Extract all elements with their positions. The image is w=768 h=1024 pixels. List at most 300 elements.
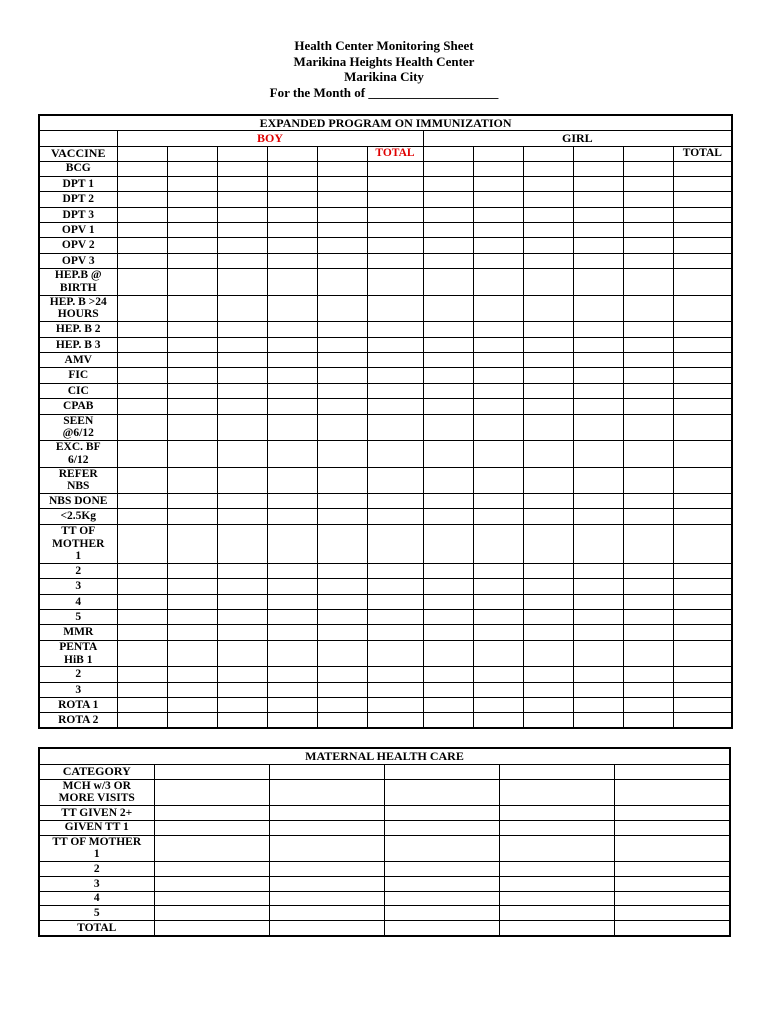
boy-cell[interactable] <box>317 295 367 322</box>
boy-cell[interactable] <box>317 494 367 509</box>
boy-cell[interactable] <box>267 223 317 238</box>
mhc-cell[interactable] <box>614 764 730 779</box>
girl-cell[interactable] <box>523 322 573 337</box>
girl-cell[interactable] <box>423 337 473 352</box>
boy-cell[interactable] <box>317 579 367 594</box>
girl-cell[interactable] <box>473 176 523 191</box>
mhc-cell[interactable] <box>499 862 614 877</box>
boy-cell[interactable] <box>167 269 217 296</box>
girl-cell[interactable] <box>423 610 473 625</box>
boy-cell[interactable] <box>117 441 167 468</box>
boy-cell[interactable] <box>317 383 367 398</box>
girl-cell[interactable] <box>623 682 673 697</box>
boy-total-cell[interactable] <box>367 207 423 222</box>
boy-cell[interactable] <box>317 610 367 625</box>
girl-total-cell[interactable] <box>673 494 732 509</box>
girl-cell[interactable] <box>473 698 523 713</box>
boy-total-cell[interactable] <box>367 494 423 509</box>
girl-cell[interactable] <box>423 368 473 383</box>
boy-cell[interactable] <box>117 146 167 161</box>
boy-cell[interactable] <box>317 563 367 578</box>
boy-total-cell[interactable] <box>367 509 423 524</box>
girl-cell[interactable] <box>523 524 573 563</box>
girl-cell[interactable] <box>423 467 473 494</box>
boy-cell[interactable] <box>117 682 167 697</box>
boy-cell[interactable] <box>167 353 217 368</box>
boy-total-cell[interactable] <box>367 269 423 296</box>
mhc-cell[interactable] <box>499 835 614 862</box>
girl-cell[interactable] <box>473 682 523 697</box>
boy-cell[interactable] <box>217 322 267 337</box>
boy-cell[interactable] <box>317 146 367 161</box>
girl-cell[interactable] <box>423 640 473 667</box>
boy-cell[interactable] <box>217 207 267 222</box>
boy-total-cell[interactable] <box>367 399 423 414</box>
boy-cell[interactable] <box>167 207 217 222</box>
girl-cell[interactable] <box>623 207 673 222</box>
boy-cell[interactable] <box>167 295 217 322</box>
girl-cell[interactable] <box>623 594 673 609</box>
girl-cell[interactable] <box>573 563 623 578</box>
boy-cell[interactable] <box>167 238 217 253</box>
girl-cell[interactable] <box>523 161 573 176</box>
boy-cell[interactable] <box>267 176 317 191</box>
boy-total-cell[interactable] <box>367 441 423 468</box>
girl-cell[interactable] <box>523 146 573 161</box>
mhc-cell[interactable] <box>614 779 730 806</box>
mhc-cell[interactable] <box>614 876 730 891</box>
girl-total-cell[interactable] <box>673 161 732 176</box>
girl-cell[interactable] <box>573 146 623 161</box>
girl-cell[interactable] <box>523 223 573 238</box>
girl-cell[interactable] <box>423 579 473 594</box>
girl-cell[interactable] <box>523 269 573 296</box>
boy-cell[interactable] <box>317 192 367 207</box>
boy-cell[interactable] <box>167 509 217 524</box>
girl-cell[interactable] <box>523 667 573 682</box>
boy-cell[interactable] <box>117 295 167 322</box>
girl-cell[interactable] <box>573 414 623 441</box>
girl-cell[interactable] <box>423 253 473 268</box>
girl-cell[interactable] <box>573 322 623 337</box>
girl-cell[interactable] <box>473 594 523 609</box>
boy-cell[interactable] <box>267 579 317 594</box>
girl-total-cell[interactable] <box>673 383 732 398</box>
girl-cell[interactable] <box>473 414 523 441</box>
boy-cell[interactable] <box>317 207 367 222</box>
boy-cell[interactable] <box>267 610 317 625</box>
girl-cell[interactable] <box>623 467 673 494</box>
girl-cell[interactable] <box>573 441 623 468</box>
boy-cell[interactable] <box>167 176 217 191</box>
mhc-cell[interactable] <box>154 820 269 835</box>
girl-cell[interactable] <box>573 207 623 222</box>
boy-cell[interactable] <box>217 467 267 494</box>
girl-cell[interactable] <box>523 176 573 191</box>
boy-cell[interactable] <box>167 494 217 509</box>
girl-total-cell[interactable] <box>673 667 732 682</box>
girl-cell[interactable] <box>523 594 573 609</box>
boy-cell[interactable] <box>117 509 167 524</box>
boy-cell[interactable] <box>317 667 367 682</box>
girl-cell[interactable] <box>473 579 523 594</box>
girl-cell[interactable] <box>523 192 573 207</box>
girl-cell[interactable] <box>573 509 623 524</box>
girl-cell[interactable] <box>473 640 523 667</box>
boy-cell[interactable] <box>267 253 317 268</box>
girl-cell[interactable] <box>573 383 623 398</box>
boy-cell[interactable] <box>267 713 317 728</box>
boy-cell[interactable] <box>217 238 267 253</box>
girl-cell[interactable] <box>423 295 473 322</box>
girl-cell[interactable] <box>423 269 473 296</box>
boy-total-cell[interactable] <box>367 625 423 640</box>
boy-cell[interactable] <box>317 238 367 253</box>
girl-cell[interactable] <box>473 713 523 728</box>
boy-total-cell[interactable] <box>367 682 423 697</box>
girl-cell[interactable] <box>623 441 673 468</box>
mhc-cell[interactable] <box>614 820 730 835</box>
mhc-cell[interactable] <box>154 806 269 821</box>
girl-cell[interactable] <box>473 383 523 398</box>
boy-cell[interactable] <box>117 625 167 640</box>
boy-cell[interactable] <box>217 441 267 468</box>
girl-cell[interactable] <box>573 176 623 191</box>
girl-cell[interactable] <box>423 223 473 238</box>
girl-cell[interactable] <box>573 368 623 383</box>
girl-cell[interactable] <box>423 414 473 441</box>
girl-cell[interactable] <box>573 337 623 352</box>
boy-cell[interactable] <box>117 467 167 494</box>
boy-cell[interactable] <box>317 399 367 414</box>
mhc-cell[interactable] <box>269 835 384 862</box>
boy-cell[interactable] <box>317 625 367 640</box>
boy-cell[interactable] <box>317 176 367 191</box>
boy-cell[interactable] <box>267 698 317 713</box>
mhc-cell[interactable] <box>154 764 269 779</box>
mhc-cell[interactable] <box>614 891 730 906</box>
mhc-cell[interactable] <box>154 921 269 936</box>
boy-cell[interactable] <box>117 269 167 296</box>
girl-cell[interactable] <box>623 161 673 176</box>
mhc-cell[interactable] <box>269 820 384 835</box>
mhc-cell[interactable] <box>154 891 269 906</box>
girl-cell[interactable] <box>473 667 523 682</box>
girl-cell[interactable] <box>573 594 623 609</box>
girl-total-cell[interactable] <box>673 192 732 207</box>
mhc-cell[interactable] <box>499 921 614 936</box>
mhc-cell[interactable] <box>384 806 499 821</box>
girl-total-cell[interactable] <box>673 563 732 578</box>
girl-cell[interactable] <box>523 610 573 625</box>
girl-cell[interactable] <box>423 682 473 697</box>
boy-cell[interactable] <box>267 192 317 207</box>
boy-cell[interactable] <box>117 176 167 191</box>
mhc-cell[interactable] <box>269 921 384 936</box>
boy-cell[interactable] <box>267 594 317 609</box>
girl-cell[interactable] <box>473 563 523 578</box>
boy-cell[interactable] <box>117 563 167 578</box>
boy-cell[interactable] <box>167 563 217 578</box>
girl-cell[interactable] <box>523 625 573 640</box>
girl-cell[interactable] <box>573 161 623 176</box>
mhc-cell[interactable] <box>269 891 384 906</box>
girl-total-cell[interactable] <box>673 176 732 191</box>
girl-cell[interactable] <box>473 238 523 253</box>
girl-cell[interactable] <box>623 640 673 667</box>
girl-total-cell[interactable] <box>673 698 732 713</box>
boy-cell[interactable] <box>217 698 267 713</box>
mhc-cell[interactable] <box>614 862 730 877</box>
boy-cell[interactable] <box>267 640 317 667</box>
girl-cell[interactable] <box>623 579 673 594</box>
girl-cell[interactable] <box>623 368 673 383</box>
girl-cell[interactable] <box>623 269 673 296</box>
boy-total-cell[interactable] <box>367 161 423 176</box>
mhc-cell[interactable] <box>269 906 384 921</box>
boy-cell[interactable] <box>117 399 167 414</box>
girl-cell[interactable] <box>473 524 523 563</box>
mhc-cell[interactable] <box>154 906 269 921</box>
mhc-cell[interactable] <box>384 764 499 779</box>
boy-cell[interactable] <box>167 698 217 713</box>
boy-cell[interactable] <box>167 524 217 563</box>
girl-cell[interactable] <box>473 494 523 509</box>
boy-cell[interactable] <box>217 494 267 509</box>
mhc-cell[interactable] <box>154 779 269 806</box>
girl-cell[interactable] <box>473 441 523 468</box>
mhc-cell[interactable] <box>614 835 730 862</box>
boy-cell[interactable] <box>317 524 367 563</box>
mhc-cell[interactable] <box>154 862 269 877</box>
girl-cell[interactable] <box>523 383 573 398</box>
boy-cell[interactable] <box>217 625 267 640</box>
girl-total-cell[interactable] <box>673 253 732 268</box>
boy-cell[interactable] <box>217 295 267 322</box>
girl-cell[interactable] <box>473 161 523 176</box>
girl-cell[interactable] <box>523 337 573 352</box>
boy-cell[interactable] <box>217 253 267 268</box>
boy-cell[interactable] <box>217 353 267 368</box>
mhc-cell[interactable] <box>614 921 730 936</box>
boy-cell[interactable] <box>167 322 217 337</box>
boy-cell[interactable] <box>267 667 317 682</box>
boy-total-cell[interactable] <box>367 337 423 352</box>
girl-cell[interactable] <box>423 563 473 578</box>
mhc-cell[interactable] <box>499 806 614 821</box>
boy-cell[interactable] <box>117 414 167 441</box>
girl-cell[interactable] <box>423 524 473 563</box>
boy-total-cell[interactable] <box>367 667 423 682</box>
boy-cell[interactable] <box>117 524 167 563</box>
boy-cell[interactable] <box>317 161 367 176</box>
boy-cell[interactable] <box>217 563 267 578</box>
girl-cell[interactable] <box>623 399 673 414</box>
girl-cell[interactable] <box>623 563 673 578</box>
girl-total-cell[interactable] <box>673 640 732 667</box>
boy-cell[interactable] <box>317 640 367 667</box>
girl-cell[interactable] <box>523 253 573 268</box>
boy-cell[interactable] <box>317 353 367 368</box>
girl-cell[interactable] <box>573 625 623 640</box>
girl-cell[interactable] <box>523 207 573 222</box>
girl-total-cell[interactable] <box>673 414 732 441</box>
girl-cell[interactable] <box>523 399 573 414</box>
boy-cell[interactable] <box>167 414 217 441</box>
boy-cell[interactable] <box>167 223 217 238</box>
boy-cell[interactable] <box>317 223 367 238</box>
girl-cell[interactable] <box>573 494 623 509</box>
girl-cell[interactable] <box>573 610 623 625</box>
girl-cell[interactable] <box>573 467 623 494</box>
girl-cell[interactable] <box>573 667 623 682</box>
boy-cell[interactable] <box>217 667 267 682</box>
girl-cell[interactable] <box>623 509 673 524</box>
boy-cell[interactable] <box>317 467 367 494</box>
mhc-cell[interactable] <box>614 906 730 921</box>
girl-cell[interactable] <box>523 698 573 713</box>
boy-cell[interactable] <box>167 625 217 640</box>
girl-cell[interactable] <box>473 368 523 383</box>
girl-cell[interactable] <box>623 322 673 337</box>
girl-cell[interactable] <box>423 238 473 253</box>
boy-cell[interactable] <box>267 146 317 161</box>
girl-total-cell[interactable] <box>673 625 732 640</box>
mhc-cell[interactable] <box>499 891 614 906</box>
girl-cell[interactable] <box>523 640 573 667</box>
girl-cell[interactable] <box>423 698 473 713</box>
girl-cell[interactable] <box>623 192 673 207</box>
boy-cell[interactable] <box>117 383 167 398</box>
mhc-cell[interactable] <box>384 779 499 806</box>
girl-cell[interactable] <box>573 713 623 728</box>
girl-cell[interactable] <box>573 640 623 667</box>
boy-cell[interactable] <box>267 509 317 524</box>
girl-total-cell[interactable] <box>673 223 732 238</box>
boy-total-cell[interactable] <box>367 640 423 667</box>
boy-total-cell[interactable] <box>367 713 423 728</box>
boy-cell[interactable] <box>267 368 317 383</box>
boy-total-cell[interactable] <box>367 176 423 191</box>
boy-cell[interactable] <box>167 441 217 468</box>
boy-cell[interactable] <box>267 207 317 222</box>
boy-cell[interactable] <box>217 524 267 563</box>
girl-total-cell[interactable] <box>673 441 732 468</box>
boy-cell[interactable] <box>217 414 267 441</box>
girl-cell[interactable] <box>623 176 673 191</box>
girl-cell[interactable] <box>523 467 573 494</box>
boy-cell[interactable] <box>117 238 167 253</box>
boy-cell[interactable] <box>267 494 317 509</box>
boy-cell[interactable] <box>317 698 367 713</box>
boy-cell[interactable] <box>117 192 167 207</box>
boy-cell[interactable] <box>117 610 167 625</box>
boy-cell[interactable] <box>267 161 317 176</box>
girl-cell[interactable] <box>573 223 623 238</box>
boy-cell[interactable] <box>317 269 367 296</box>
girl-cell[interactable] <box>523 563 573 578</box>
girl-total-cell[interactable] <box>673 322 732 337</box>
girl-cell[interactable] <box>423 594 473 609</box>
girl-cell[interactable] <box>623 698 673 713</box>
girl-cell[interactable] <box>423 192 473 207</box>
boy-cell[interactable] <box>217 640 267 667</box>
boy-cell[interactable] <box>117 353 167 368</box>
boy-total-cell[interactable] <box>367 563 423 578</box>
boy-cell[interactable] <box>217 223 267 238</box>
girl-total-cell[interactable] <box>673 682 732 697</box>
girl-cell[interactable] <box>473 253 523 268</box>
girl-cell[interactable] <box>623 524 673 563</box>
girl-cell[interactable] <box>573 238 623 253</box>
girl-cell[interactable] <box>523 509 573 524</box>
boy-total-cell[interactable] <box>367 383 423 398</box>
mhc-cell[interactable] <box>499 764 614 779</box>
girl-cell[interactable] <box>523 713 573 728</box>
mhc-cell[interactable] <box>384 921 499 936</box>
boy-total-cell[interactable] <box>367 414 423 441</box>
boy-cell[interactable] <box>117 161 167 176</box>
girl-cell[interactable] <box>523 238 573 253</box>
boy-total-cell[interactable] <box>367 368 423 383</box>
girl-cell[interactable] <box>573 253 623 268</box>
girl-cell[interactable] <box>623 223 673 238</box>
boy-cell[interactable] <box>167 399 217 414</box>
mhc-cell[interactable] <box>384 876 499 891</box>
girl-cell[interactable] <box>473 353 523 368</box>
boy-cell[interactable] <box>217 269 267 296</box>
boy-cell[interactable] <box>217 383 267 398</box>
boy-cell[interactable] <box>167 667 217 682</box>
boy-total-cell[interactable] <box>367 467 423 494</box>
mhc-cell[interactable] <box>499 779 614 806</box>
boy-cell[interactable] <box>217 368 267 383</box>
girl-cell[interactable] <box>473 295 523 322</box>
girl-cell[interactable] <box>423 353 473 368</box>
girl-cell[interactable] <box>423 625 473 640</box>
boy-total-cell[interactable] <box>367 579 423 594</box>
boy-cell[interactable] <box>317 322 367 337</box>
boy-cell[interactable] <box>167 337 217 352</box>
girl-total-cell[interactable] <box>673 467 732 494</box>
boy-total-cell[interactable] <box>367 322 423 337</box>
mhc-cell[interactable] <box>269 806 384 821</box>
boy-cell[interactable] <box>267 269 317 296</box>
girl-cell[interactable] <box>623 625 673 640</box>
boy-cell[interactable] <box>317 509 367 524</box>
boy-cell[interactable] <box>267 625 317 640</box>
girl-cell[interactable] <box>473 223 523 238</box>
girl-cell[interactable] <box>573 269 623 296</box>
mhc-cell[interactable] <box>384 835 499 862</box>
girl-cell[interactable] <box>473 322 523 337</box>
girl-cell[interactable] <box>473 610 523 625</box>
mhc-cell[interactable] <box>269 862 384 877</box>
mhc-cell[interactable] <box>384 862 499 877</box>
girl-cell[interactable] <box>623 414 673 441</box>
boy-cell[interactable] <box>117 640 167 667</box>
girl-total-cell[interactable] <box>673 509 732 524</box>
girl-total-cell[interactable] <box>673 353 732 368</box>
girl-cell[interactable] <box>423 713 473 728</box>
boy-cell[interactable] <box>167 610 217 625</box>
boy-cell[interactable] <box>217 399 267 414</box>
girl-cell[interactable] <box>473 146 523 161</box>
boy-cell[interactable] <box>167 682 217 697</box>
girl-cell[interactable] <box>523 295 573 322</box>
boy-total-cell[interactable] <box>367 295 423 322</box>
boy-cell[interactable] <box>117 494 167 509</box>
